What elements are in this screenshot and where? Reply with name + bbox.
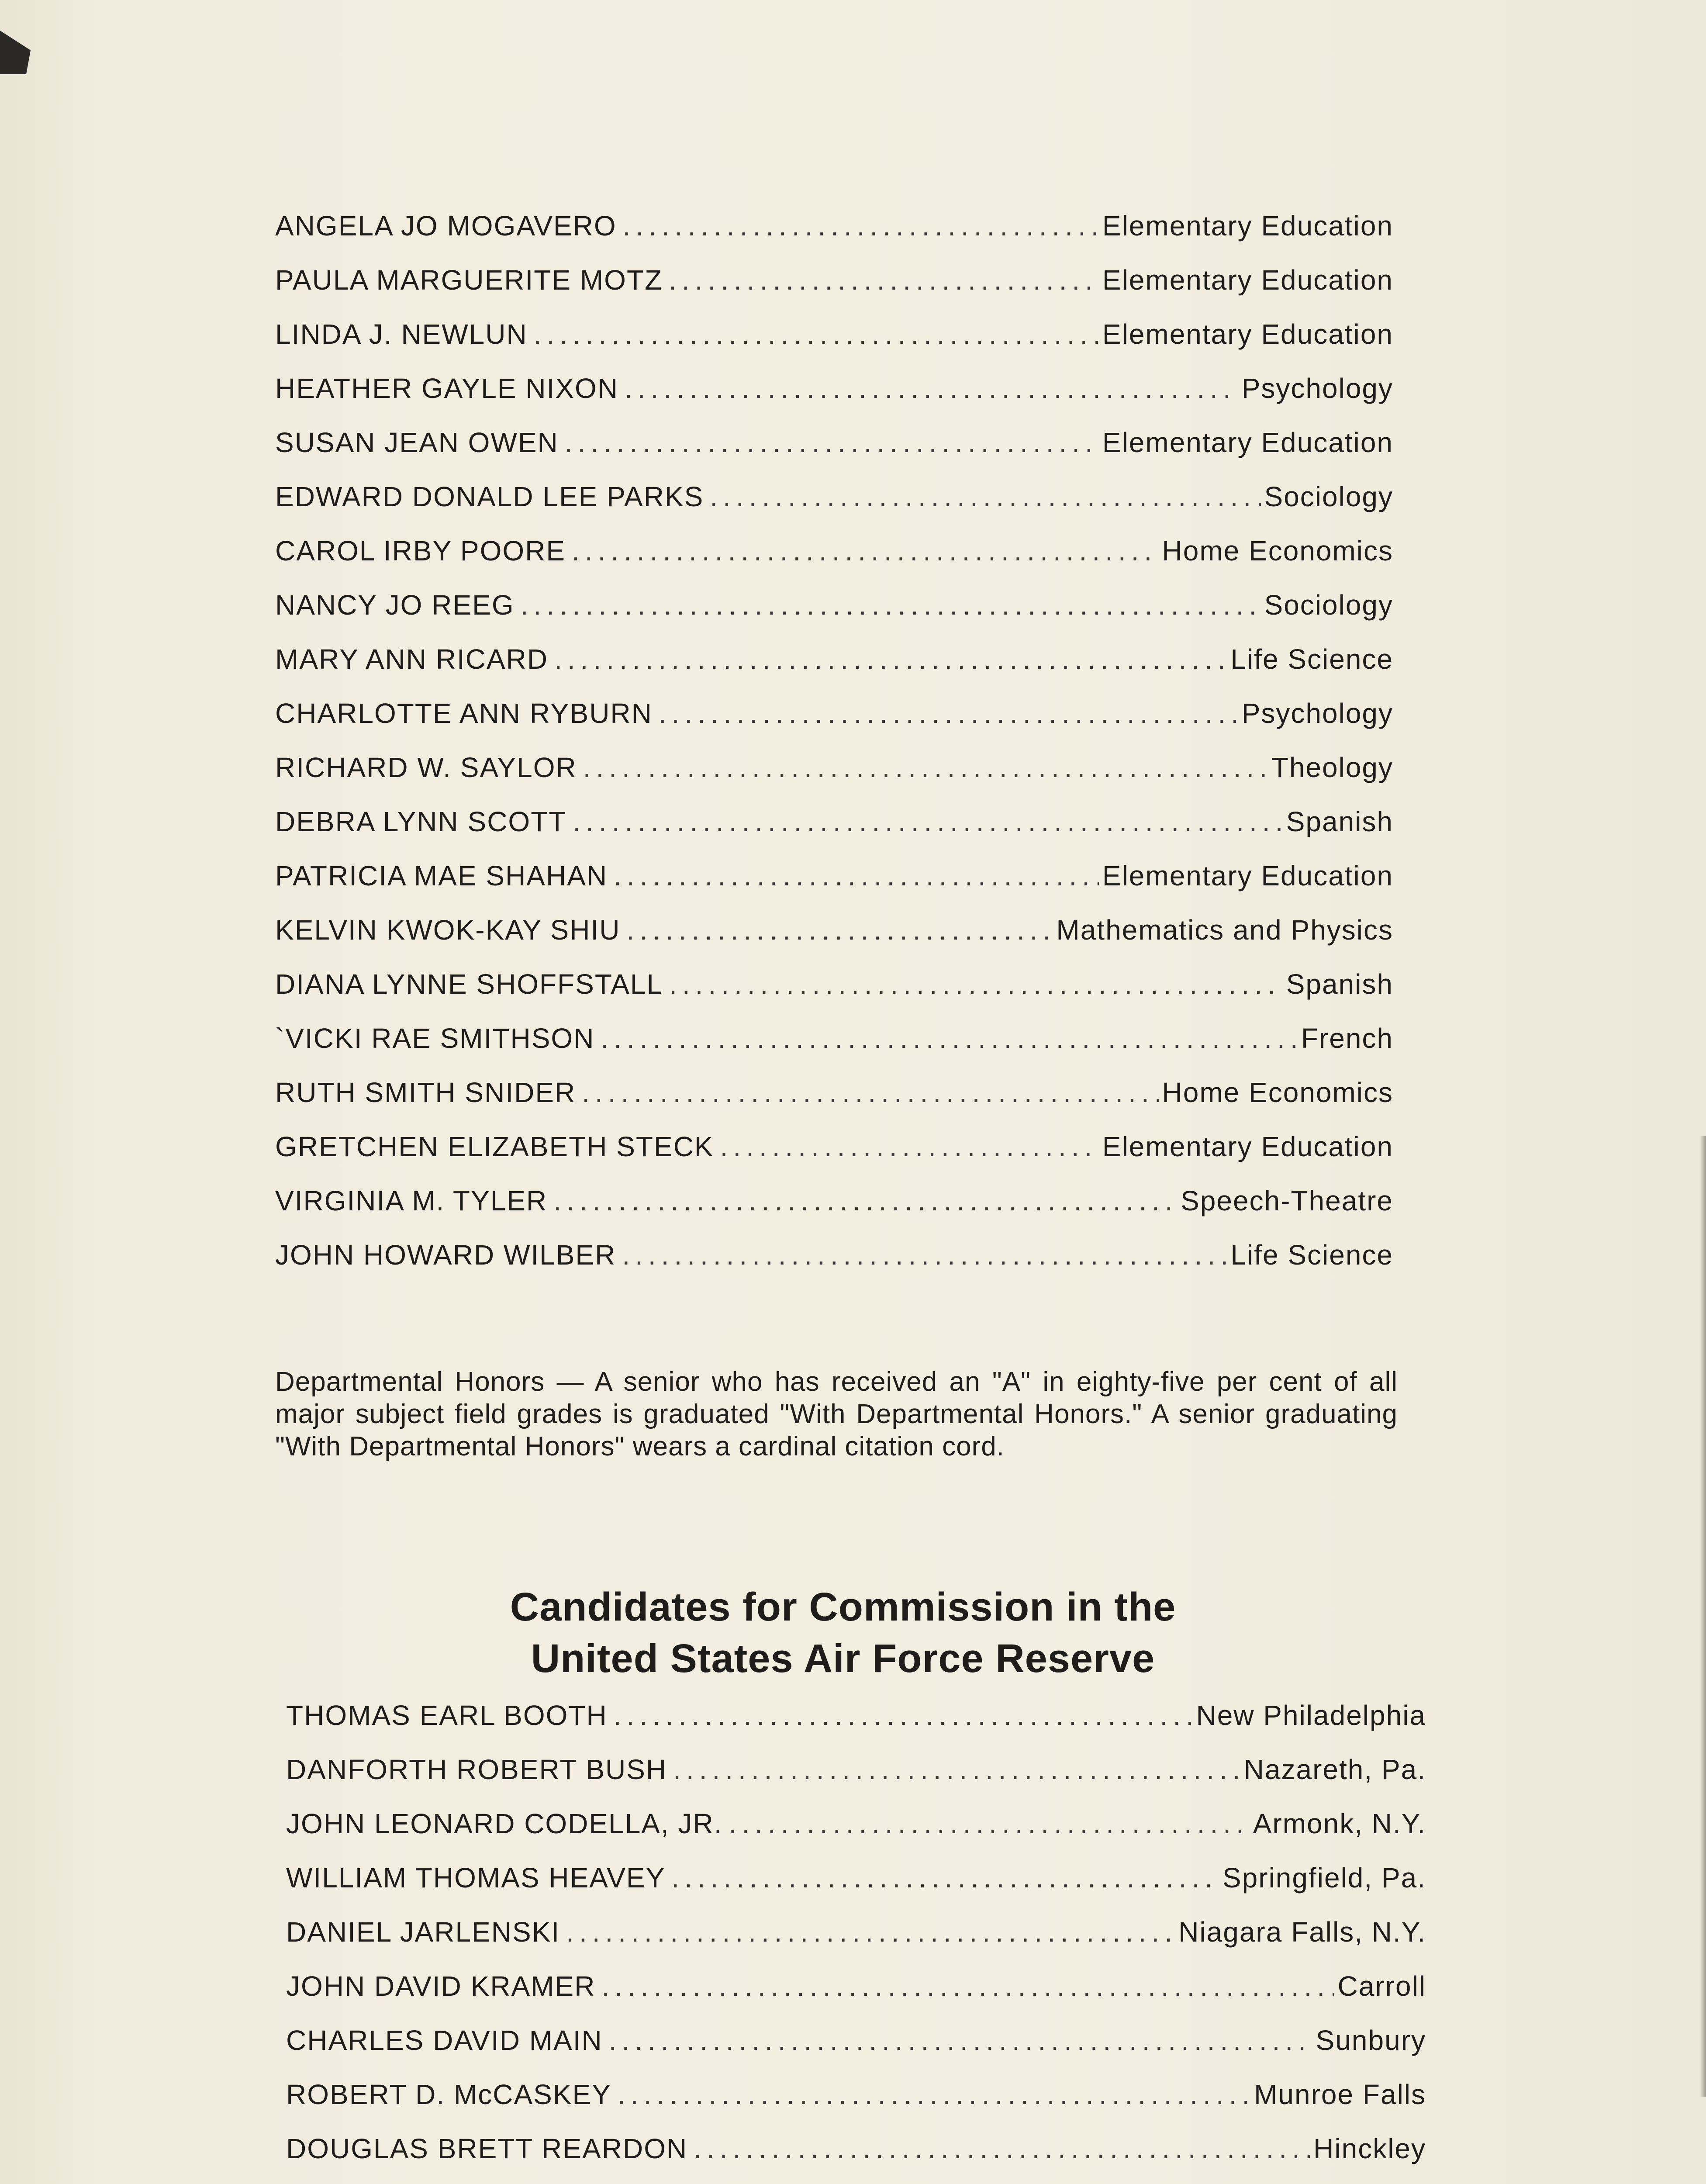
dot-leader [614,860,1099,892]
major-field: Psychology [1241,373,1393,404]
major-field: Elementary Education [1102,264,1393,296]
candidate-name: ROBERT D. McCASKEY [286,2079,611,2110]
dot-leader [669,968,1283,1000]
candidate-row [286,1970,1426,2024]
candidate-row [286,1699,1426,1753]
dot-leader [626,914,1053,946]
major-field: Home Economics [1162,1077,1393,1108]
dot-leader [622,1239,1227,1271]
afr-section-heading [284,1581,1402,1684]
student-name: DEBRA LYNN SCOTT [275,806,567,837]
major-field: Speech-Theatre [1181,1185,1393,1216]
honors-row [275,1022,1393,1076]
candidate-name: CHARLES DAVID MAIN [286,2025,603,2056]
candidate-hometown: Nazareth, Pa. [1243,1754,1426,1785]
dot-leader [625,372,1238,404]
honors-row [275,751,1393,805]
afr-heading-line-1: Candidates for Commission in the [510,1585,1176,1629]
departmental-honors-note: Departmental Honors — A senior who has received an "A" in eighty-five per cent of all major subject field grades is graduated "With Departmental Honors." A senior graduating "With Departmental Honors" wears a cardinal citation cord. [275,1367,1398,1462]
student-name: VIRGINIA M. TYLER [275,1185,548,1216]
dot-leader [614,1699,1193,1731]
student-name: DIANA LYNNE SHOFFSTALL [275,968,663,1000]
student-name: HEATHER GAYLE NIXON [275,373,618,404]
honors-row [275,318,1393,372]
page-edge-shadow [1700,1136,1706,2097]
honors-row [275,1076,1393,1130]
honors-row [275,535,1393,589]
major-field: Sociology [1264,481,1393,512]
dot-leader [583,751,1268,784]
honors-row [275,264,1393,318]
major-field: Sociology [1264,589,1393,621]
major-field: Mathematics and Physics [1056,914,1393,946]
major-field: Spanish [1286,968,1393,1000]
candidate-name: WILLIAM THOMAS HEAVEY [286,1862,666,1894]
candidate-hometown: Niagara Falls, N.Y. [1178,1916,1426,1948]
candidate-row [286,2078,1426,2132]
candidate-name: THOMAS EARL BOOTH [286,1700,608,1731]
major-field: Elementary Education [1102,1131,1393,1162]
dot-leader [671,1862,1219,1894]
dot-leader [729,1807,1250,1840]
candidate-hometown: Carroll [1337,1970,1426,2002]
dot-leader [534,318,1099,350]
student-name: SUSAN JEAN OWEN [275,427,559,458]
student-name: NANCY JO REEG [275,589,515,621]
afr-candidates-list [286,1699,1426,2184]
candidate-hometown: Springfield, Pa. [1222,1862,1426,1894]
major-field: French [1301,1023,1393,1054]
honors-row [275,805,1393,860]
candidate-name: DOUGLAS BRETT REARDON [286,2133,688,2164]
honors-row [275,372,1393,426]
major-field: Psychology [1241,698,1393,729]
candidate-name: JOHN LEONARD CODELLA, JR. [286,1808,723,1839]
major-field: Home Economics [1162,535,1393,567]
honors-row [275,968,1393,1022]
honors-row [275,1130,1393,1185]
student-name: EDWARD DONALD LEE PARKS [275,481,704,512]
candidate-hometown: New Philadelphia [1196,1700,1426,1731]
dot-leader [582,1076,1158,1109]
honors-row [275,860,1393,914]
student-name: CAROL IRBY POORE [275,535,566,567]
major-field: Life Science [1230,1239,1393,1271]
candidate-row [286,1753,1426,1807]
honors-row [275,480,1393,535]
honors-row [275,589,1393,643]
dot-leader [566,1916,1175,1948]
page-corner-mark [0,26,39,74]
honors-list [275,210,1393,1293]
honors-row [275,643,1393,697]
major-field: Elementary Education [1102,318,1393,350]
major-field: Elementary Education [1102,210,1393,242]
dot-leader [609,2024,1312,2056]
honors-row [275,1239,1393,1293]
dot-leader [601,1022,1297,1054]
major-field: Elementary Education [1102,427,1393,458]
student-name: RICHARD W. SAYLOR [275,752,577,783]
candidate-row [286,2132,1426,2184]
student-name: CHARLOTTE ANN RYBURN [275,698,653,729]
student-name: ANGELA JO MOGAVERO [275,210,617,242]
honors-row [275,697,1393,751]
dot-leader [669,264,1099,296]
candidate-name: JOHN DAVID KRAMER [286,1970,596,2002]
candidate-hometown: Armonk, N.Y. [1253,1808,1426,1839]
dot-leader [554,643,1227,675]
major-field: Spanish [1286,806,1393,837]
candidate-row [286,1807,1426,1862]
major-field: Elementary Education [1102,860,1393,892]
dot-leader [659,697,1238,729]
candidate-name: DANFORTH ROBERT BUSH [286,1754,667,1785]
dot-leader [673,1753,1240,1786]
student-name: RUTH SMITH SNIDER [275,1077,576,1108]
candidate-row [286,1862,1426,1916]
dot-leader [694,2132,1310,2165]
student-name: LINDA J. NEWLUN [275,318,528,350]
candidate-name: DANIEL JARLENSKI [286,1916,560,1948]
dot-leader [720,1130,1099,1163]
dot-leader [710,480,1261,513]
dot-leader [553,1185,1177,1217]
candidate-hometown: Sunbury [1316,2025,1426,2056]
student-name: `VICKI RAE SMITHSON [275,1023,595,1054]
student-name: MARY ANN RICARD [275,643,549,675]
major-field: Life Science [1230,643,1393,675]
honors-row [275,1185,1393,1239]
dot-leader [623,210,1099,242]
candidate-hometown: Hinckley [1313,2133,1426,2164]
candidate-hometown: Munroe Falls [1254,2079,1426,2110]
student-name: PAULA MARGUERITE MOTZ [275,264,663,296]
student-name: JOHN HOWARD WILBER [275,1239,616,1271]
dot-leader [601,1970,1334,2002]
honors-row [275,426,1393,480]
honors-row [275,210,1393,264]
student-name: PATRICIA MAE SHAHAN [275,860,608,892]
major-field: Theology [1271,752,1393,783]
honors-row [275,914,1393,968]
dot-leader [573,805,1282,838]
afr-heading-line-2: United States Air Force Reserve [531,1636,1155,1681]
student-name: KELVIN KWOK-KAY SHIU [275,914,621,946]
student-name: GRETCHEN ELIZABETH STECK [275,1131,714,1162]
dot-leader [572,535,1158,567]
dot-leader [618,2078,1250,2111]
dot-leader [565,426,1099,459]
candidate-row [286,2024,1426,2078]
dot-leader [521,589,1261,621]
candidate-row [286,1916,1426,1970]
